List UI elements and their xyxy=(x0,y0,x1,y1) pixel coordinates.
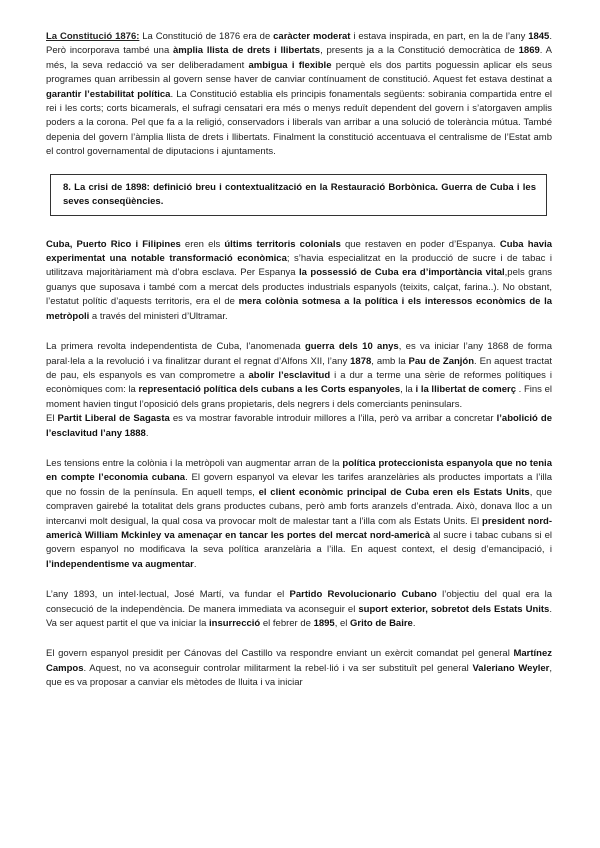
paragraph-colonies xyxy=(46,238,552,324)
text-run: . xyxy=(193,558,197,570)
text-run: . A més, la seva redacció va ser deliberadament xyxy=(46,45,552,71)
text-run: ; s’havia especialitzat en la producció de sucre i de tabac i utilitzava majoritàriament mà d’obra esclava. Per Espanya xyxy=(46,253,553,279)
document-page xyxy=(46,30,552,691)
bold-text: Partido Revolucionario Cubano xyxy=(289,589,437,601)
text-run: al sucre i tabac cubans si el govern espanyol no modificava la seva política aranzelària a l’illa. En aquest context, el desig d’emancipació, i xyxy=(46,529,553,556)
bold-text: 1895 xyxy=(313,618,335,629)
bold-text: guerra dels 10 anys xyxy=(304,341,399,353)
text-run: es va mostrar favorable introduir millores a l’illa, però va arribar a concretar xyxy=(169,413,497,425)
bold-text: i la llibertat de comerç xyxy=(415,384,516,396)
bold-text: Partit Liberal de Sagasta xyxy=(57,413,170,425)
text-run: i a dur a terme una sèrie de reformes polítiques i econòmiques com: la xyxy=(46,369,552,396)
bold-text: 1869 xyxy=(518,45,540,57)
bold-text: mera colònia sotmesa a la política i els interessos econòmics de la metròpoli xyxy=(46,296,552,322)
question-box xyxy=(50,174,547,216)
text-run: l’objectiu del qual era la consecució de la independència. De manera immediata va aconseguir el xyxy=(46,589,552,615)
text-run: La Constitució de 1876 era de xyxy=(139,31,274,42)
bold-text: Valeriano Weyler xyxy=(472,662,550,674)
text-run: , el xyxy=(334,618,351,629)
text-run: . xyxy=(145,427,149,439)
text-run: , es va iniciar l’any 1868 de forma paral·lela a la revolució i va finalitzar durant el regnat d’Alfons XII, l’any xyxy=(46,341,552,367)
text-run: i estava inspirada, en part, en la de l’any xyxy=(350,31,529,42)
text-run: El govern espanyol presidit per Cánovas del Castillo va respondre enviant un exèrcit comandat pel general xyxy=(46,648,514,660)
paragraph-govern-espanyol xyxy=(46,647,552,690)
text-run: . El govern espanyol va elevar les tarifes aranzelàries als productes importats a l’illa que no fossin de la península. En aquell temps, xyxy=(46,472,553,498)
text-run: a través del ministeri d’Ultramar. xyxy=(89,310,228,322)
text-run: El xyxy=(46,413,58,425)
bold-text: Pau de Zanjón xyxy=(408,355,475,367)
text-run: . Aquest, no va aconseguir controlar militarment la rebel·lió i va ser substituït pel general xyxy=(83,662,473,674)
text-run: . xyxy=(412,618,416,629)
text-run: . Fins el moment havien tingut l’oposició dels grans propietaris, dels negrers i dels comerciants peninsulars. xyxy=(46,384,552,410)
paragraph-jose-marti xyxy=(46,588,552,631)
text-run: La primera revolta independentista de Cuba, l’anomenada xyxy=(46,341,305,353)
text-run: . Però incorporava també una xyxy=(46,31,552,57)
bold-text: abolir l’esclavitud xyxy=(248,369,331,381)
text-run: que restaven en poder d’Espanya. xyxy=(340,238,500,250)
bold-text: Martínez Campos xyxy=(46,648,552,674)
text-run: . Va ser aquest partit el que va iniciar la xyxy=(46,603,552,629)
bold-text: el client econòmic principal de Cuba eren els Estats Units xyxy=(258,486,530,498)
bold-text: 1845 xyxy=(528,31,550,42)
bold-text: president nord-americà William Mckinley va amenaçar en tancar les portes del mercat nord-americà xyxy=(46,515,552,541)
bold-text: àmplia llista de drets i llibertats xyxy=(173,45,321,57)
bold-text: garantir l’estabilitat política xyxy=(46,88,171,100)
bold-text: suport exterior, sobretot dels Estats Units xyxy=(358,603,550,615)
bold-text: Grito de Baire xyxy=(350,618,413,629)
bold-text: últims territoris colonials xyxy=(224,238,341,250)
paragraph-partit-liberal xyxy=(46,412,552,441)
bold-text: política proteccionista espanyola que no tenia en compte l’economia cubana xyxy=(46,457,552,484)
text-run: . En aquest tractat de pau, els espanyols es van comprometre a xyxy=(46,355,552,381)
text-run: , que compraven gairebé la totalitat dels grans productes cubans, però amb forts aranzels d’entrada. Això, donava lloc a un intercanvi molt desigual, la qual cosa va provocar molt de malestar tant a l’illa com als Estats Units. El xyxy=(46,486,552,527)
bold-text: caràcter moderat xyxy=(273,31,351,42)
text-run: , que es va proposar a canviar els mètodes de lluita i va iniciar xyxy=(46,662,553,689)
text-run: eren els xyxy=(180,238,225,250)
paragraph-constitucio-1876 xyxy=(46,30,552,160)
bold-text: La Constitució 1876: xyxy=(46,31,140,42)
paragraph-tensions xyxy=(46,457,552,572)
bold-text: la possessió de Cuba era d’importància vital xyxy=(299,267,505,279)
text-run: , la xyxy=(400,384,416,396)
text-run: , presents ja a la Constitució democràtica de xyxy=(320,45,519,57)
text-run: Les tensions entre la colònia i la metròpoli van augmentar arran de la xyxy=(46,457,343,469)
question-title: 8. La crisi de 1898: definició breu i contextualització en la Restauració Borbònica. Guerra de Cuba i les seves conseqüències. xyxy=(63,181,536,207)
bold-text: 1878 xyxy=(350,355,372,367)
text-run: el febrer de xyxy=(260,618,314,629)
bold-text: Cuba, Puerto Rico i Filipines xyxy=(46,238,181,250)
bold-text: l’independentisme va augmentar xyxy=(46,558,194,570)
paragraph-guerra-10-anys xyxy=(46,340,552,412)
text-run: . La Constitució establia els principis fonamentals següents: sobirania compartida entre el rei i les corts; corts bicamerals, el sufragi censatari era més o menys reduït dependent del govern i s’atorgaven amplis poders a la corona. Pel que fa a la religió, conservadors i liberals van arribar a una solució de tolerància mútua. També depenia del govern l’àmplia llista de drets i llibertats. Finalment la constitució accentuava el centralisme de l’Estat amb el control governamental de diputacions i ajuntaments. xyxy=(46,88,553,158)
text-run: L’any 1893, un intel·lectual, José Martí, va fundar el xyxy=(46,589,290,601)
bold-text: insurrecció xyxy=(209,618,261,629)
text-run: ,pels grans guanys que suposava i també com a mercat dels productes industrials espanyols (teixits, calçat, farina..). No obstant, l’estatut polític d’aquests territoris, era el de xyxy=(46,267,552,308)
bold-text: l’abolició de l’esclavitud l’any 1888 xyxy=(46,413,552,439)
text-run: perquè els dos partits poguessin aplicar els seus programes quan arribessin al govern sense haver de canviar contínuament de constitució. Aquest fet estava destinat a xyxy=(46,59,552,86)
bold-text: Cuba havia experimentat una notable transformació econòmica xyxy=(46,238,553,265)
text-run: , amb la xyxy=(371,355,409,367)
bold-text: ambigua i flexible xyxy=(248,59,332,71)
bold-text: representació política dels cubans a les Corts espanyoles xyxy=(138,384,401,396)
